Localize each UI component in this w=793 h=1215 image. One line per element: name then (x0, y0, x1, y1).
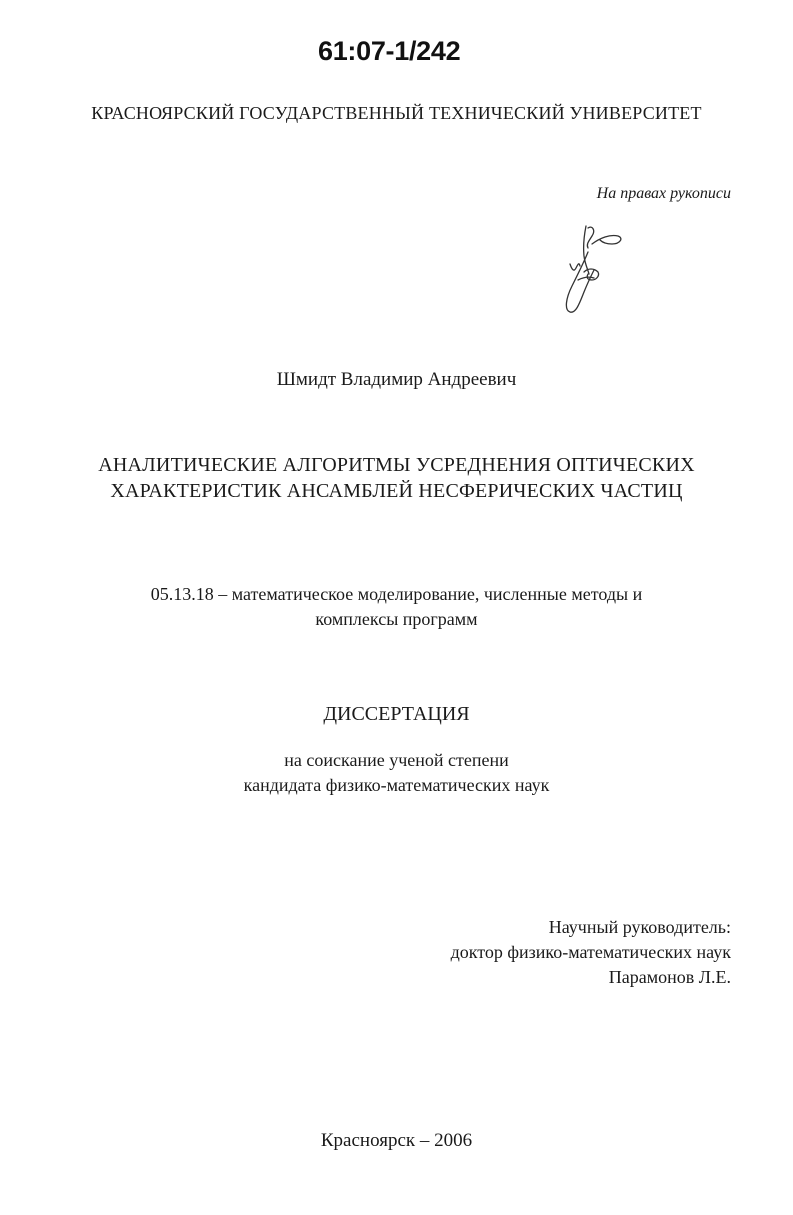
supervisor-degree: доктор физико-математических наук (450, 942, 731, 962)
supervisor-name: Парамонов Л.Е. (608, 967, 731, 987)
specialty-line-1: 05.13.18 – математическое моделирование, численные методы и (150, 584, 643, 604)
degree-line-1: на соискание ученой степени (284, 750, 509, 770)
rights-note: На правах рукописи (596, 185, 731, 202)
degree-line-2: кандидата физико-математических наук (243, 775, 550, 795)
university-name: КРАСНОЯРСКИЙ ГОСУДАРСТВЕННЫЙ ТЕХНИЧЕСКИЙ УНИВЕРСИТЕТ (91, 103, 702, 123)
dissertation-title-line-1: АНАЛИТИЧЕСКИЕ АЛГОРИТМЫ УСРЕДНЕНИЯ ОПТИЧЕСКИХ (98, 454, 695, 476)
supervisor-block (451, 915, 731, 990)
signature-icon (548, 222, 638, 314)
specialty-line-2: комплексы программ (315, 609, 478, 629)
supervisor-label: Научный руководитель: (548, 917, 731, 937)
document-type: ДИССЕРТАЦИЯ (323, 703, 470, 725)
catalog-number: 61:07-1/242 (318, 36, 461, 66)
author-name: Шмидт Владимир Андреевич (276, 369, 517, 390)
dissertation-title-line-2: ХАРАКТЕРИСТИК АНСАМБЛЕЙ НЕСФЕРИЧЕСКИХ ЧАСТИЦ (110, 480, 683, 502)
place-and-year: Красноярск – 2006 (320, 1130, 473, 1151)
